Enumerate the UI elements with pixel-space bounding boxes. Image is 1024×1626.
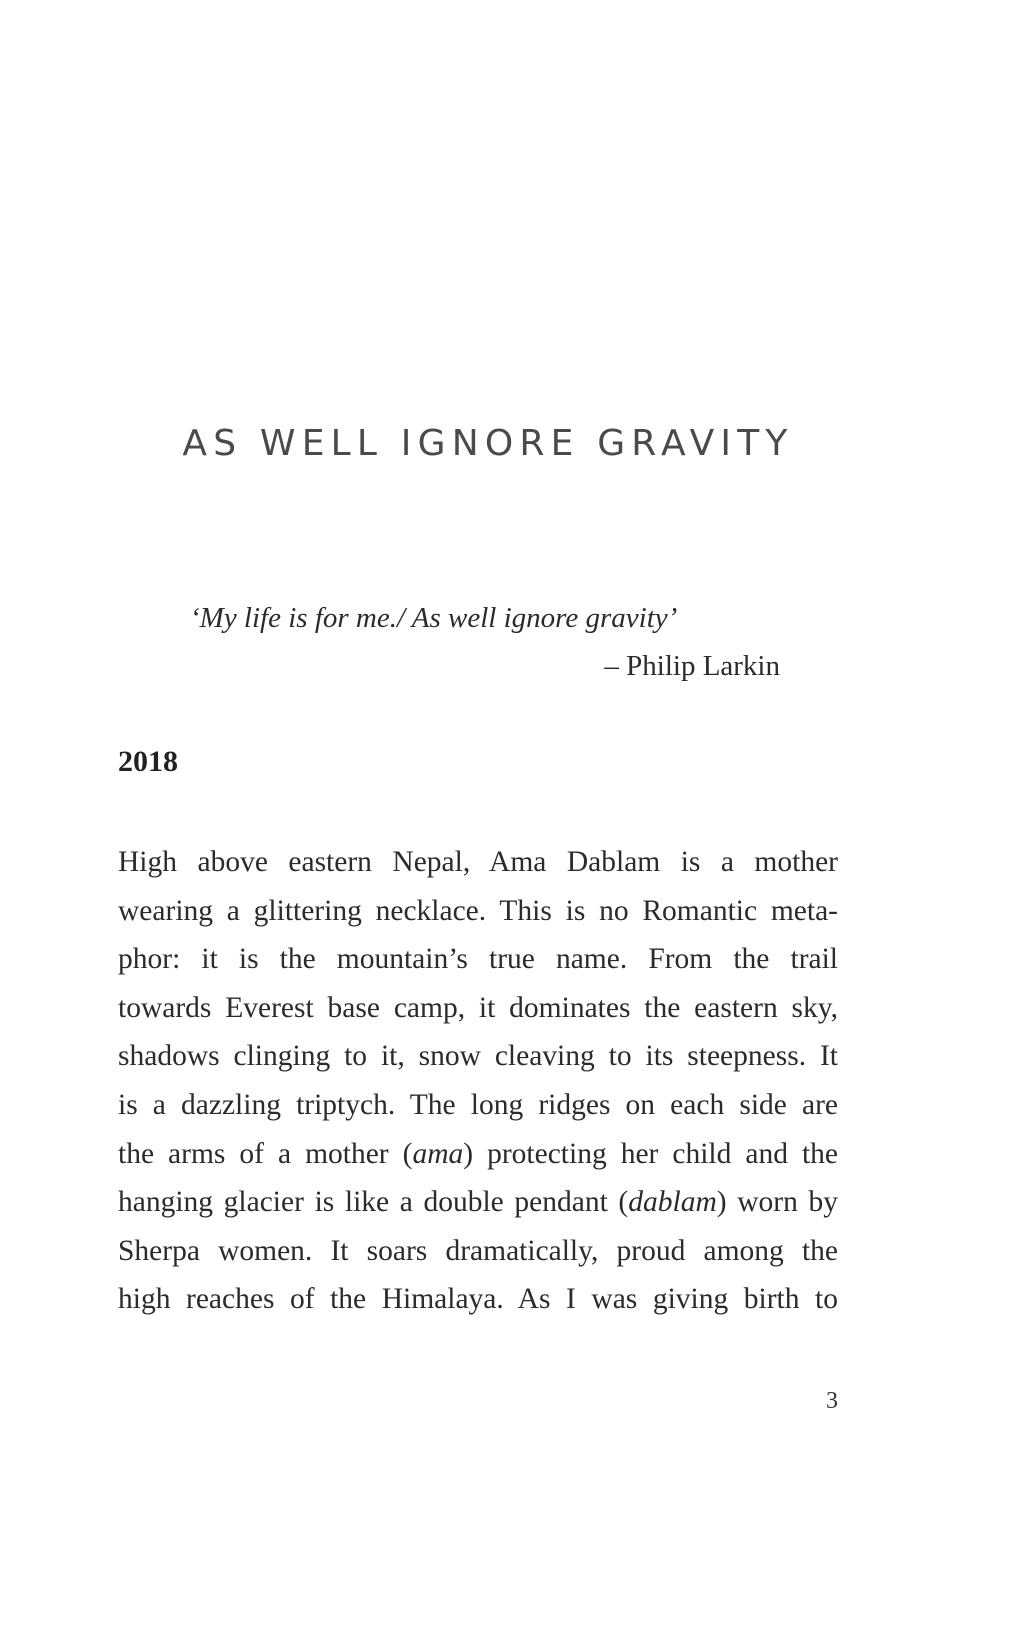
- body-line-segment: ) worn by: [716, 1186, 838, 1219]
- body-line: [118, 1130, 838, 1179]
- body-line: phor: it is the mountain’s true name. From the trail: [118, 943, 838, 976]
- epigraph-attribution: – Philip Larkin: [604, 650, 780, 682]
- body-paragraph: [118, 838, 838, 1324]
- body-line-segment: hanging glacier is like a double pendant (: [118, 1186, 629, 1219]
- body-line-segment: the arms of a mother (: [118, 1137, 413, 1170]
- body-line: is a dazzling triptych. The long ridges on each side are: [118, 1088, 838, 1121]
- page-number: 3: [826, 1388, 838, 1414]
- italic-term-dablam: dablam: [628, 1186, 717, 1219]
- section-heading-year: 2018: [118, 745, 178, 778]
- body-line: Sherpa women. It soars dramatically, proud among the: [118, 1234, 838, 1267]
- epigraph-quote: ‘My life is for me./ As well ignore gravity’: [190, 602, 678, 634]
- body-line: shadows clinging to it, snow cleaving to its steepness. It: [118, 1040, 838, 1073]
- chapter-title: AS WELL IGNORE GRAVITY: [182, 423, 794, 465]
- italic-term-ama: ama: [412, 1137, 464, 1170]
- body-line-segment: ) protecting her child and the: [463, 1137, 838, 1170]
- body-line: high reaches of the Himalaya. As I was giving birth to: [118, 1283, 838, 1316]
- body-line: towards Everest base camp, it dominates the eastern sky,: [118, 991, 838, 1024]
- body-line: wearing a glittering necklace. This is no Romantic meta-: [118, 894, 838, 927]
- body-line: High above eastern Nepal, Ama Dablam is a mother: [118, 846, 838, 878]
- body-line: [118, 1178, 838, 1227]
